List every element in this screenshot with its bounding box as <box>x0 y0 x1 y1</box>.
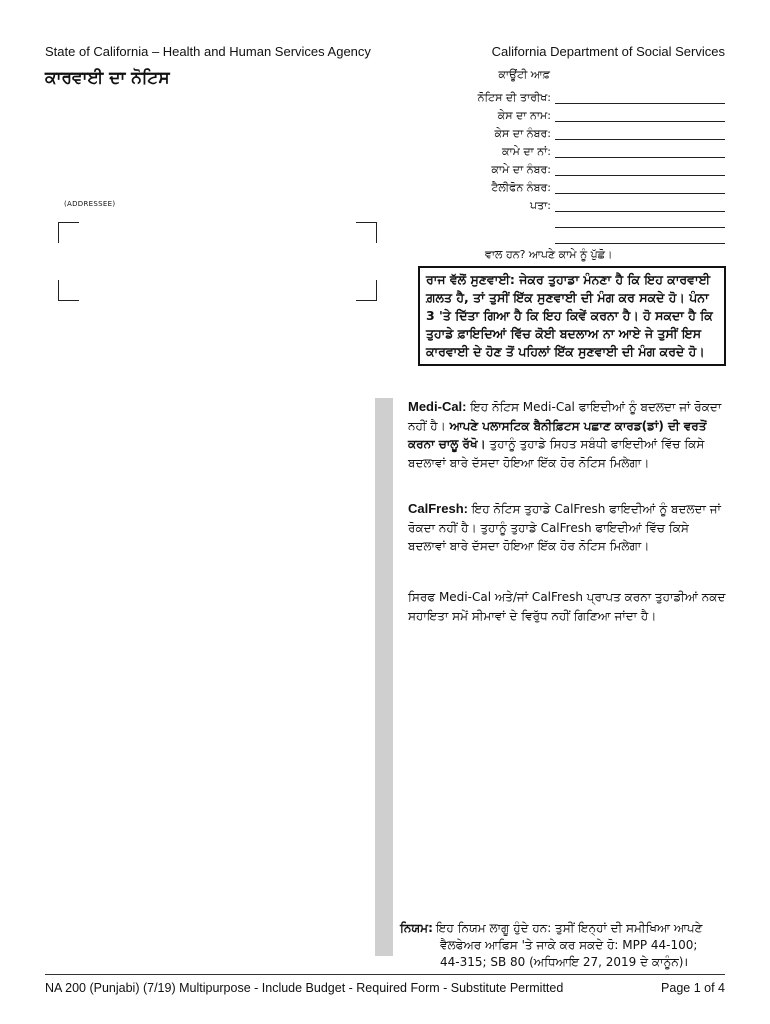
field-label: ਕੇਸ ਦਾ ਨਾਮ: <box>497 108 551 122</box>
footer-divider <box>45 974 725 975</box>
calfresh-heading: CalFresh: <box>408 501 468 516</box>
notice-date-field[interactable] <box>391 89 725 106</box>
address-window-corner-bl <box>58 280 79 301</box>
address-window-corner-tr <box>356 222 377 243</box>
address-line-3[interactable] <box>555 243 725 244</box>
address-window-corner-br <box>356 280 377 301</box>
rules-label: ਨਿਯਮ: <box>400 921 433 935</box>
addressee-label: (ADDRESSEE) <box>64 200 116 208</box>
field-line[interactable] <box>555 182 725 194</box>
department-header: California Department of Social Services <box>491 44 725 59</box>
field-line[interactable] <box>555 110 725 122</box>
calfresh-section <box>408 500 728 556</box>
side-bar <box>375 398 393 956</box>
worker-name-field[interactable] <box>391 143 725 160</box>
field-label: ਕਾਮੇ ਦਾ ਨੰਬਰ: <box>491 162 551 176</box>
page-title: ਕਾਰਵਾਈ ਦਾ ਨੋਟਿਸ <box>45 68 170 88</box>
rules-section <box>400 920 730 971</box>
medical-bold-text: ਆਪਣੇ ਪਲਾਸਟਿਕ ਬੈਨੀਫ਼ਿਟਸ ਪਛਾਣ ਕਾਰਡ(ਡਾਂ) ਦੀ ਵਰਤੋਂ ਕਰਨਾ ਚਾਲੂ ਰੱਖੋ। <box>408 418 707 451</box>
field-label: ਕੇਸ ਦਾ ਨੰਬਰ: <box>494 126 551 140</box>
field-line[interactable] <box>555 146 725 158</box>
field-line[interactable] <box>555 92 725 104</box>
medical-text-1: ਇਹ ਨੋਟਿਸ Medi-Cal ਫਾਇਦੀਆਂ ਨੂੰ ਬਦਲਦਾ ਜਾਂ ਰੋਕਦਾ ਨਹੀਂ ਹੈ। <box>408 400 722 433</box>
page-number: Page 1 of 4 <box>661 981 725 995</box>
field-label: ਕਾਮੇ ਦਾ ਨਾਂ: <box>501 144 551 158</box>
medical-heading: Medi-Cal: <box>408 399 467 414</box>
medical-section <box>408 398 728 472</box>
rules-line-1: ਇਹ ਨਿਯਮ ਲਾਗੂ ਹੁੰਦੇ ਹਨ: ਤੁਸੀਂ ਇਨ੍ਹਾਂ ਦੀ ਸਮੀਖਿਆ ਆਪਣੇ <box>436 921 703 935</box>
form-number: NA 200 (Punjabi) (7/19) Multipurpose - Include Budget - Required Form - Substitute Permitted <box>45 981 564 995</box>
telephone-field[interactable] <box>391 179 725 196</box>
field-label: ਨੋਟਿਸ ਦੀ ਤਾਰੀਖ: <box>477 90 551 104</box>
county-office-label: ਕਾਊਂਟੀ ਆਫ਼ <box>498 68 550 81</box>
questions-line: ਵਾਲ ਹਨ? ਆਪਣੇ ਕਾਮੇ ਨੂੰ ਪੁੱਛੋ। <box>485 248 613 261</box>
address-field[interactable] <box>391 197 725 214</box>
field-label: ਟੈਲੀਫੋਨ ਨੰਬਰ: <box>491 180 551 194</box>
field-line[interactable] <box>555 128 725 140</box>
time-limits-text: ਸਿਰਫ Medi-Cal ਅਤੇ/ਜਾਂ CalFresh ਪ੍ਰਾਪਤ ਕਰਨਾ ਤੁਹਾਡੀਆਂ ਨਕਦ ਸਹਾਇਤਾ ਸਮੇਂ ਸੀਮਾਵਾਂ ਦੇ ਵਿਰੁੱਧ ਨਹੀਂ ਗਿਣਿਆ ਜਾਂਦਾ ਹੈ। <box>408 590 726 623</box>
rules-line-3: 44-315; SB 80 (ਅਧਿਆਇ 27, 2019 ਦੇ ਕਾਨੂੰਨ)। <box>440 955 688 969</box>
agency-header: State of California – Health and Human Services Agency <box>45 44 371 59</box>
state-hearing-box: ਰਾਜ ਵੱਲੋਂ ਸੁਣਵਾਈ: ਜੇਕਰ ਤੁਹਾਡਾ ਮੰਨਣਾ ਹੈ ਕਿ ਇਹ ਕਾਰਵਾਈ ਗ਼ਲਤ ਹੈ, ਤਾਂ ਤੁਸੀਂ ਇੱਕ ਸੁਣਵਾਈ ਦੀ ਮੰਗ ਕਰ ਸਕਦੇ ਹੋ। ਪੰਨਾ 3 'ਤੇ ਦਿੱਤਾ ਗਿਆ ਹੈ ਕਿ ਇਹ ਕਿਵੇਂ ਕਰਨਾ ਹੈ। ਹੋ ਸਕਦਾ ਹੈ ਕਿ ਤੁਹਾਡੇ ਫ਼ਾਇਦਿਆਂ ਵਿੱਚ ਕੋਈ ਬਦਲਾਅ ਨਾ ਆਏ ਜੇ ਤੁਸੀਂ ਇਸ ਕਾਰਵਾਈ ਦੇ ਹੋਣ ਤੋਂ ਪਹਿਲਾਂ ਇੱਕ ਸੁਣਵਾਈ ਦੀ ਮੰਗ ਕਰਦੇ ਹੋ। <box>418 266 726 366</box>
field-label: ਪਤਾ: <box>530 198 551 212</box>
field-line[interactable] <box>555 200 725 212</box>
rules-line-2: ਵੈਲਫੇਅਰ ਆਫਿਸ 'ਤੇ ਜਾਕੇ ਕਰ ਸਕਦੇ ਹੋ: MPP 44-100; <box>440 938 698 952</box>
case-name-field[interactable] <box>391 107 725 124</box>
case-number-field[interactable] <box>391 125 725 142</box>
field-line[interactable] <box>555 164 725 176</box>
address-line-2[interactable] <box>555 227 725 228</box>
worker-number-field[interactable] <box>391 161 725 178</box>
medical-text-2: ਤੁਹਾਨੂੰ ਤੁਹਾਡੇ ਸਿਹਤ ਸਬੰਧੀ ਫਾਇਦੀਆਂ ਵਿੱਚ ਕਿਸੇ ਬਦਲਾਵਾਂ ਬਾਰੇ ਦੱਸਦਾ ਹੋਇਆ ਇੱਕ ਹੋਰ ਨੋਟਿਸ ਮਿਲੇਗਾ। <box>408 437 705 470</box>
address-window-corner-tl <box>58 222 79 243</box>
calfresh-text: ਇਹ ਨੋਟਿਸ ਤੁਹਾਡੇ CalFresh ਫਾਇਦੀਆਂ ਨੂੰ ਬਦਲਦਾ ਜਾਂ ਰੋਕਦਾ ਨਹੀਂ ਹੈ। ਤੁਹਾਨੂੰ ਤੁਹਾਡੇ CalFresh ਫਾਇਦੀਆਂ ਵਿੱਚ ਕਿਸੇ ਬਦਲਾਵਾਂ ਬਾਰੇ ਦੱਸਦਾ ਹੋਇਆ ਇੱਕ ਹੋਰ ਨੋਟਿਸ ਮਿਲੇਗਾ। <box>408 502 721 553</box>
